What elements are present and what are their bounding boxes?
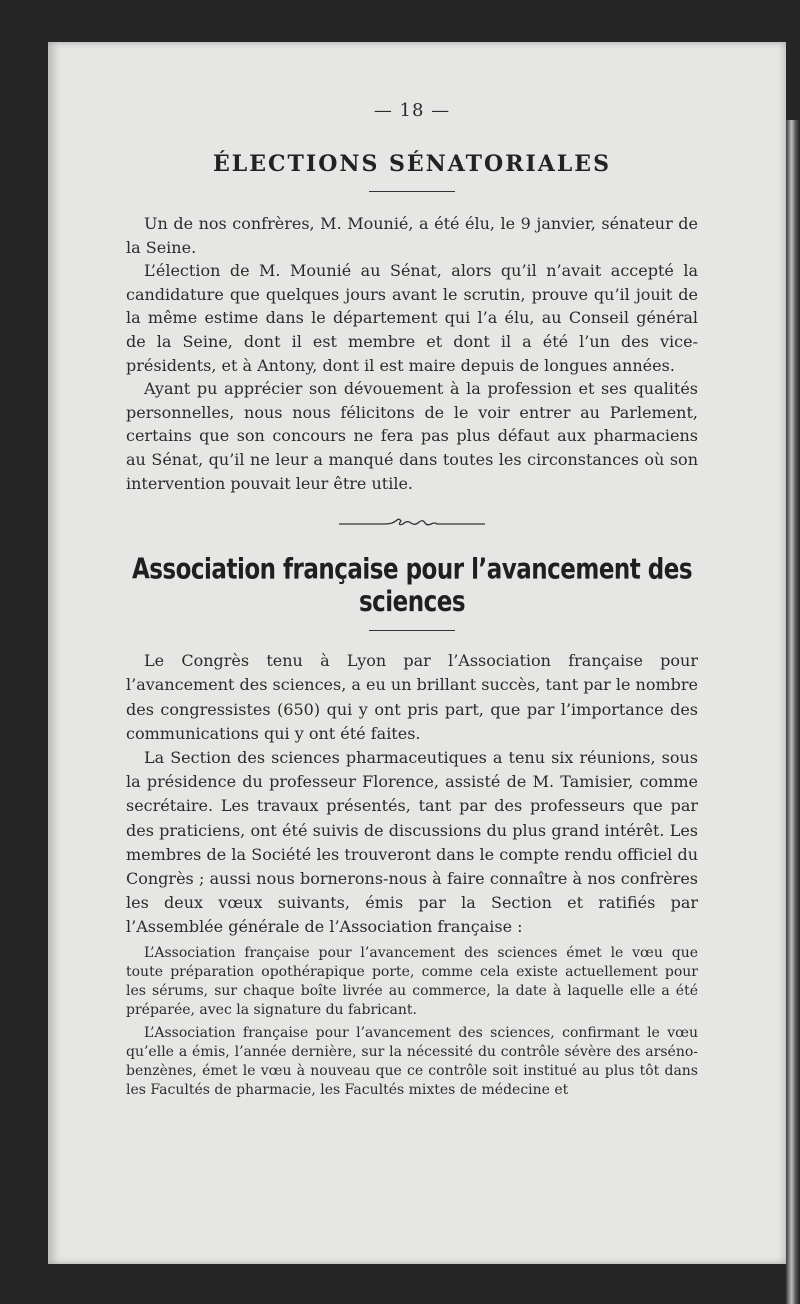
vow-paragraph: L’Association française pour l’avancement des sciences, confirmant le vœu qu’elle a émis, l’année dernière, sur la nécessité du contrôle sévère des arséno-benzènes, émet le vœu à nouveau que ce contrôle soit institué au plus tôt dans les Facultés de pharmacie, les Facultés mixtes de médecine et (126, 1024, 698, 1098)
vows-block (126, 944, 698, 1100)
ornamental-divider (126, 515, 698, 534)
title-rule (369, 191, 455, 192)
flourish-icon (337, 516, 487, 530)
page-number: — 18 — (373, 100, 451, 121)
book-edge (786, 120, 800, 1304)
section-title-association: Association française pour l’avancement des sciences (131, 553, 693, 619)
page-content (126, 100, 698, 1100)
vow-paragraph: L’Association française pour l’avancement des sciences émet le vœu que toute préparation opothérapique porte, comme cela existe actuellement pour les sérums, sur chaque boîte livrée au commerce, la date à laquelle elle a été préparée, avec la signature du fabricant. (126, 944, 698, 1018)
paragraph: Ayant pu apprécier son dévouement à la profession et ses qualités personnelles, nous nous félicitons de le voir entrer au Parlement, certains que son concours ne fera pas plus défaut aux pharmaciens au Sénat, qu’il ne leur a manqué dans toutes les circonstances où son intervention pouvait leur être utile. (126, 379, 698, 493)
paragraph: La Section des sciences pharmaceutiques a tenu six réunions, sous la présidence du professeur Florence, assisté de M. Tamisier, comme secrétaire. Les travaux présentés, tant par des professeurs que par des praticiens, ont été suivis de discussions du plus grand intérêt. Les membres de la Société les trouveront dans le compte rendu officiel du Congrès ; aussi nous bornerons-nous à faire connaître à nos confrères les deux vœux suivants, émis par la Section et ratifiés par l’Assemblée générale de l’Association française : (126, 747, 698, 937)
paragraph: Un de nos confrères, M. Mounié, a été élu, le 9 janvier, sénateur de la Seine. (126, 214, 698, 257)
paragraph: Le Congrès tenu à Lyon par l’Association française pour l’avancement des sciences, a eu un brillant succès, tant par le nombre des congressistes (650) qui y ont pris part, que par l’importance des communications qui y ont été faites. (126, 651, 698, 743)
section-association-body (126, 649, 698, 939)
title-rule (369, 630, 455, 631)
section-elections-body (126, 212, 698, 495)
paragraph: L’élection de M. Mounié au Sénat, alors qu’il n’avait accepté la candidature que quelques jours avant le scrutin, prouve qu’il jouit de la même estime dans le département qui l’a élu, au Conseil général de la Seine, dont il est membre et dont il a été l’un des vice-présidents, et à Antony, dont il est maire depuis de longues années. (126, 261, 698, 375)
section-title-elections: ÉLECTIONS SÉNATORIALES (213, 151, 611, 177)
